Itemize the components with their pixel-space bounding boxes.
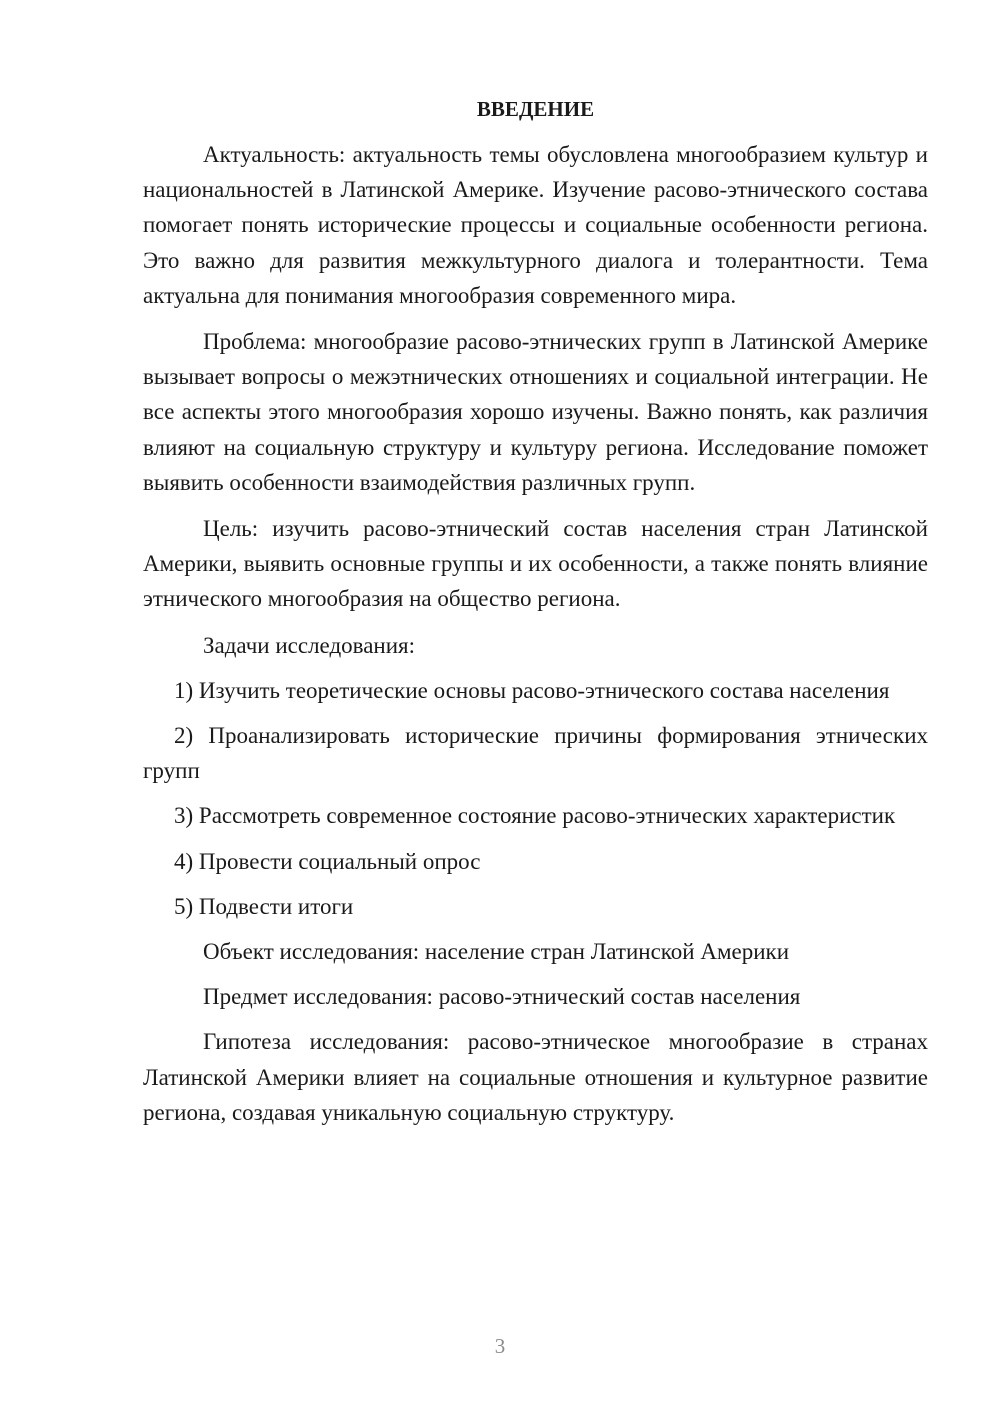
- page-number: 3: [494, 1334, 506, 1358]
- paragraph-hypothesis: Гипотеза исследования: расово-этническое многообразие в странах Латинской Америки влияет на социальные отношения и культурное развитие региона, создавая уникальную социальную структуру.: [143, 1029, 928, 1125]
- page-title: ВВЕДЕНИЕ: [476, 97, 595, 121]
- tasks-heading: Задачи исследования:: [203, 632, 416, 658]
- paragraph-problem: Проблема: многообразие расово-этнических групп в Латинской Америке вызывает вопросы о межэтнических отношениях и социальной интеграции. Не все аспекты этого многообразия хорошо изучены. Важно понять, как различия влияют на социальную структуру и культуру региона. Исследование поможет выявить особенности взаимодействия различных групп.: [143, 329, 928, 495]
- tasks-list: [143, 673, 928, 924]
- list-item: 5) Подвести итоги: [174, 893, 354, 919]
- document-page: [143, 92, 928, 1141]
- list-item: 4) Провести социальный опрос: [174, 848, 481, 874]
- paragraph-relevance: Актуальность: актуальность темы обусловлена многообразием культур и национальностей в Латинской Америке. Изучение расово-этнического состава помогает понять исторические процессы и социальные особенности региона. Это важно для развития межкультурного диалога и толерантности. Тема актуальна для понимания многообразия современного мира.: [143, 142, 928, 308]
- list-item: 1) Изучить теоретические основы расово-этнического состава населения: [174, 677, 890, 703]
- paragraph-object: Объект исследования: население стран Латинской Америки: [203, 939, 790, 965]
- list-item: 3) Рассмотреть современное состояние расово-этнических характеристик: [174, 803, 896, 829]
- paragraph-subject: Предмет исследования: расово-этнический состав населения: [203, 984, 801, 1010]
- paragraph-goal: Цель: изучить расово-этнический состав населения стран Латинской Америки, выявить основные группы и их особенности, а также понять влияние этнического многообразия на общество региона.: [143, 516, 928, 612]
- list-item: 2) Проанализировать исторические причины формирования этнических групп: [143, 723, 928, 784]
